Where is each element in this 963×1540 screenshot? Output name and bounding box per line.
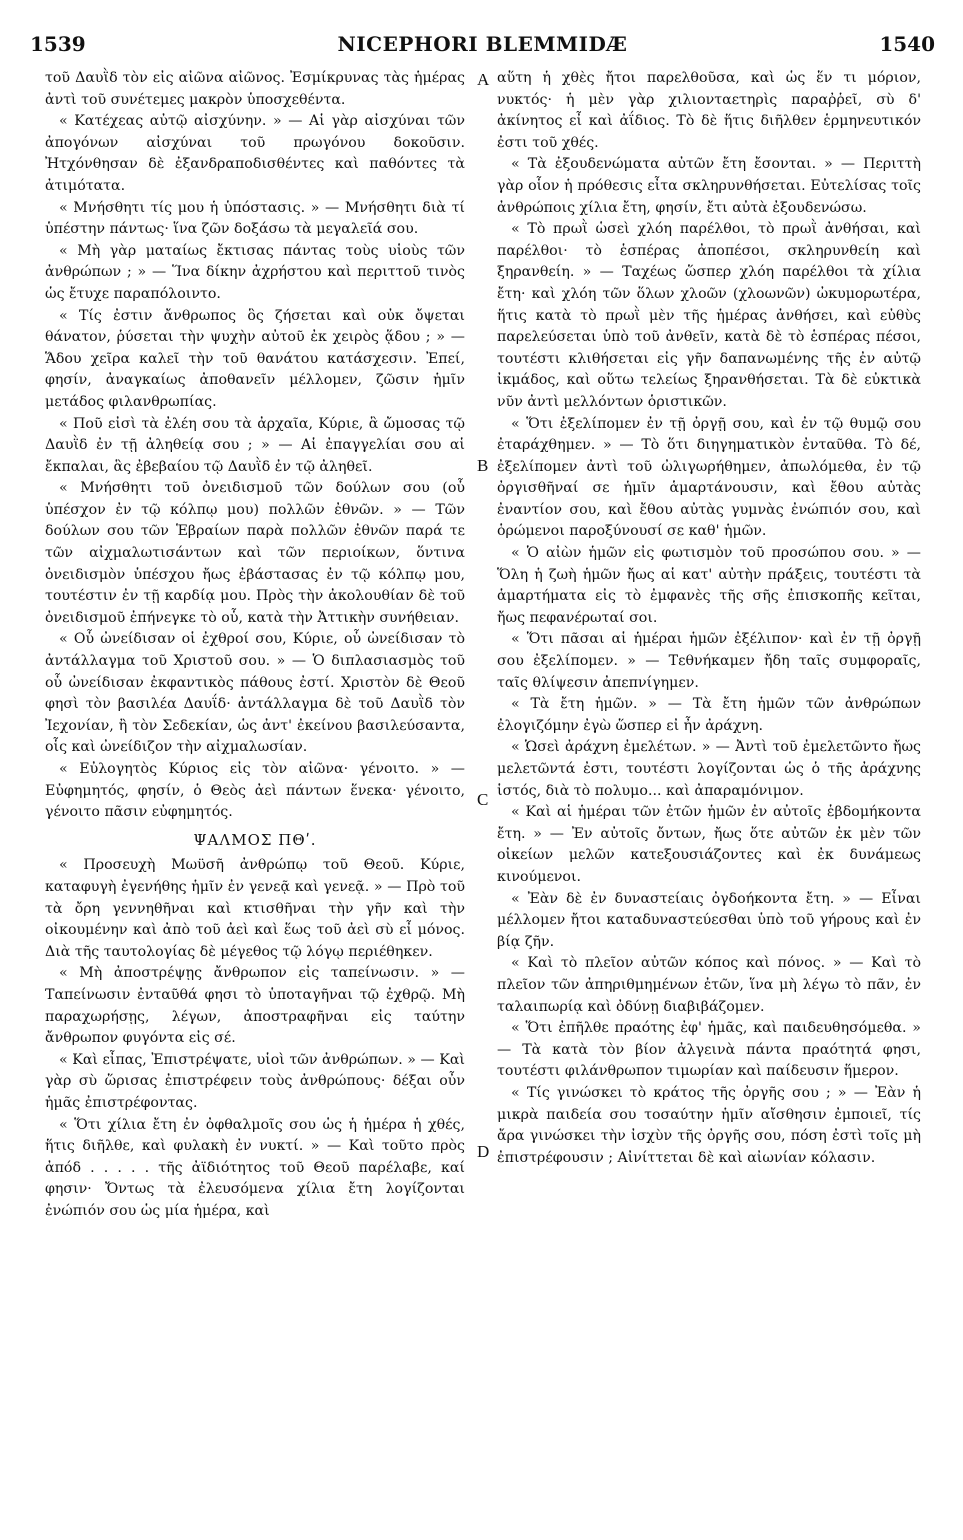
paragraph: « Εὐλογητὸς Κύριος εἰς τὸν αἰῶνα· γένοιτο. » — Εὐφημητός, φησίν, ὁ Θεὸς ἀεὶ πάντων ἕνεκα· γένοιτο, γένοιτο πᾶσιν εὐφημητός.	[45, 761, 465, 821]
paragraph: « Ὅτι πᾶσαι αἱ ἡμέραι ἡμῶν ἐξέλιπον· καὶ ἐν τῇ ὀργῇ σου ἐξελίπομεν. » — Τεθνήκαμεν ἤδη ταῖς συμφοραῖς, ταῖς θλίψεσιν ἀπεπνίγημεν.	[497, 631, 921, 691]
paragraph: αὕτη ἡ χθὲς ἤτοι παρελθοῦσα, καὶ ὡς ἕν τι μόριον, νυκτός· ἡ μὲν γὰρ χιλιονταετηρὶς παραῤῥεῖ, σὺ δ' ἀκίνητος εἶ καὶ ἀΐδιος. Τὸ δὲ ἥτις διῆλθεν ἑρμηνευτικόν ἐστι τοῦ χθές.	[497, 70, 921, 151]
paragraph: « Ὡσεὶ ἀράχνη ἐμελέτων. » — Ἀντὶ τοῦ ἐμελετῶντο ἤως μελετῶντά ἐστι, τουτέστι λογίζονται ὡς ὁ τῆς ἀράχνης ἱστός, διὰ τὸ πολυμο... καὶ ἀπαραμόνιμον.	[497, 739, 921, 799]
left-column	[45, 68, 465, 1222]
paragraph: « Τὸ πρωῒ ὡσεὶ χλόη παρέλθοι, τὸ πρωῒ ἀνθήσαι, καὶ παρέλθοι· τὸ ἑσπέρας ἀποπέσοι, σκληρυνθείη καὶ ξηρανθείη. » — Ταχέως ὥσπερ χλόη παρέλθοι τὰ χίλια ἔτη· καὶ χλόη τῶν ὅλων χλοῶν (χλοωνῶν) ὠκυμορωτέρα, ἥτις κατὰ τὸ πρωῒ μὲν τῆς ἡμέρας ἀνθήσει, καὶ εὐθὺς παρελεύσεται ὑπὸ τοῦ ἀνθεῖν, κατὰ δὲ τὸ ἑσπέρας πέσοι, τουτέστι κλιθήσεται εἰς γῆν δαπανωμένης τῆς ἐν αὐτῷ ἰκμάδος, καὶ οὕτω τελείως ξηρανθήσεται. Τὰ δὲ εὐκτικὰ νῦν ἀντὶ μελλόντων ὁριστικῶν.	[497, 221, 921, 410]
psalm-heading: ΨΑΛΜΟΣ ΠΘʹ.	[193, 830, 317, 849]
paragraph: « Τίς ἐστιν ἄνθρωπος ὃς ζήσεται καὶ οὐκ ὄψεται θάνατον, ῥύσεται τὴν ψυχὴν αὐτοῦ ἐκ χειρὸς ᾅδου ; » — Ἅδου χεῖρα καλεῖ τὴν τοῦ θανάτου κατάσχεσιν. Ἐπεί, φησίν, ἀναγκαίως ἀποθανεῖν μέλλομεν, ζῶσιν ἡμῖν μετάδος φιλανθρωπίας.	[45, 307, 465, 410]
paragraph: « Καὶ αἱ ἡμέραι τῶν ἐτῶν ἡμῶν ἐν αὐτοῖς ἑβδομήκοντα ἔτη. » — Ἐν αὐτοῖς ὄντων, ἤως ὅτε αὐτῶν ἐκ μὲν τῶν οἰκείων μελῶν κατεξουσιάζοντες καὶ ἐκ δυνάμεως κινούμενοι.	[497, 804, 921, 885]
paragraph: « Οὗ ὠνείδισαν οἱ ἐχθροί σου, Κύριε, οὗ ὠνείδισαν τὸ ἀντάλλαγμα τοῦ Χριστοῦ σου. » — Ὁ διπλασιασμὸς τοῦ οὗ ὠνείδισαν ἐκφαντικὸς πάθους ἐστί. Χριστὸν δὲ Θεοῦ φησὶ τὸν βασιλέα Δαυΐδ· ἀντάλλαγμα δὲ τοῦ Δαυῒδ τὸν Ἰεχονίαν, ἢ τὸν Σεδεκίαν, ὡς ἀντ' ἐκείνου βασιλεύσαντα, οἷς καὶ ὠνείδιζον τὴν αἰχμαλωσίαν.	[45, 631, 465, 756]
paragraph: τοῦ Δαυῒδ τὸν εἰς αἰῶνα αἰῶνος. Ἐσμίκρυνας τὰς ἡμέρας ἀντὶ τοῦ συνέτεμες μακρὸν ὑποσχεθέντα.	[45, 70, 465, 108]
paragraph: « Τὰ ἐξουδενώματα αὐτῶν ἔτη ἔσονται. » — Περιττὴ γὰρ οἷον ἡ πρόθεσις εἶτα σκληρυνθήσεται. Εὐτελίσας τοῖς ἀνθρώποις χίλια ἔτη, φησίν, ἔτι αὐτὰ ἐξουδενώσω.	[497, 156, 921, 216]
margin-marker-a: A	[477, 70, 490, 89]
paragraph: « Μὴ ἀποστρέψῃς ἄνθρωπον εἰς ταπείνωσιν. » — Ταπείνωσιν ἐνταῦθά φησι τὸ ὑποταγῆναι τῷ ἐχθρῷ. Μὴ παραχωρήσῃς, λέγων, ἀποστραφῆναι εἰς ταύτην ἄνθρωπον φυγόντα εἰς σέ.	[45, 965, 465, 1047]
paragraph: « Καὶ τὸ πλεῖον αὐτῶν κόπος καὶ πόνος. » — Καὶ τὸ πλεῖον τῶν ἀπηριθμημένων ἐτῶν, ἵνα μὴ λέγω τὸ πᾶν, ἐν ταλαιπωρίᾳ καὶ ὀδύνῃ διαβιβάζομεν.	[497, 955, 921, 1015]
paragraph: « Μνήσθητι τίς μου ἡ ὑπόστασις. » — Μνήσθητι διὰ τί ὑπέστην πάντως· ἵνα ζῶν δοξάσω τὰ μεγαλεῖά σου.	[45, 199, 465, 238]
paragraph: « Ἐὰν δὲ ἐν δυναστείαις ὀγδοήκοντα ἔτη. » — Εἶναι μέλλομεν ἤτοι καταδυναστεύεσθαι ὑπὸ τοῦ γήρους καὶ ἐν βίᾳ ζῆν.	[497, 890, 921, 950]
page-header	[30, 32, 935, 62]
paragraph: « Ποῦ εἰσὶ τὰ ἐλέη σου τὰ ἀρχαῖα, Κύριε, ἃ ὤμοσας τῷ Δαυῒδ ἐν τῇ ἀληθείᾳ σου ; » — Αἱ ἐπαγγελίαι σου αἱ ἔκπαλαι, ἃς ἐβεβαίου τῷ Δαυῒδ ἐν τῷ ἀληθεῖ.	[45, 415, 465, 475]
paragraph: « Ὅτι ἐπῆλθε πραότης ἐφ' ἡμᾶς, καὶ παιδευθησόμεθα. » — Τὰ κατὰ τὸν βίον ἀλγεινὰ πάντα πραότητά φησι, τουτέστι φιλάνθρωπον τιμωρίαν καὶ παίδευσιν ἥμερον.	[497, 1020, 921, 1080]
paragraph: « Ὅτι χίλια ἔτη ἐν ὀφθαλμοῖς σου ὡς ἡ ἡμέρα ἡ χθές, ἥτις διῆλθε, καὶ φυλακὴ ἐν νυκτί. » — Καὶ τοῦτο πρὸς ἀπόδ . . . . . τῆς ἀϊδιότητος τοῦ Θεοῦ παρέλαβε, καί φησιν· Ὄντως τὰ ἐλευσόμενα χίλια ἔτη λογίζονται ἐνώπιόν σου ὡς μία ἡμέρα, καὶ	[45, 1116, 465, 1219]
paragraph: « Ὁ αἰὼν ἡμῶν εἰς φωτισμὸν τοῦ προσώπου σου. » — Ὅλη ἡ ζωὴ ἡμῶν ἤως αἱ κατ' αὐτὴν πράξεις, τουτέστι τὰ ἁμαρτήματα εἰς τὸ ἐμφανὲς τῆς σῆς ἐπισκοπῆς κεῖται, ἤως πεφανέρωταί σοι.	[497, 545, 921, 626]
paragraph: « Τίς γινώσκει τὸ κράτος τῆς ὀργῆς σου ; » — Ἐὰν ἡ μικρὰ παιδεία σου τοσαύτην ἡμῖν αἴσθησιν ἐμποιεῖ, τίς ἄρα γινώσκει τὴν ἰσχὺν τῆς ὀργῆς σου, πόση ἐστὶ τοῖς μὴ ἐπιστρέφουσιν ; Αἰνίττεται δὲ καὶ αἰωνίαν κόλασιν.	[497, 1084, 921, 1166]
page-number-right: 1540	[879, 32, 935, 56]
paragraph: « Κατέχεας αὐτῷ αἰσχύνην. » — Αἱ γὰρ αἰσχύναι τῶν ἀπογόνων αἰσχύναι τοῦ πρωγόνου δοκοῦσιν. Ἠτχόνθησαν δὲ ἐξανδραποδισθέντες καὶ παθόντες τὰ ἀτιμότατα.	[45, 113, 465, 194]
margin-marker-b: B	[477, 456, 489, 475]
paragraph: « Προσευχὴ Μωϋσῆ ἀνθρώπῳ τοῦ Θεοῦ. Κύριε, καταφυγὴ ἐγενήθης ἡμῖν ἐν γενεᾷ καὶ γενεᾷ. » — Πρὸ τοῦ τὰ ὄρη γεννηθῆναι καὶ κτισθῆναι τὴν γῆν καὶ τὴν οἰκουμένην καὶ ἀπὸ τοῦ ἀεὶ καὶ ἕως τοῦ ἀεὶ σὺ εἶ μόνος. Διὰ τῆς ταυτολογίας δὲ μέγεθος τῷ λόγῳ περιέθηκεν.	[45, 857, 465, 960]
paragraph: « Καὶ εἶπας, Ἐπιστρέψατε, υἱοὶ τῶν ἀνθρώπων. » — Καὶ γὰρ σὺ ὥρισας ἐπιστρέφειν τοὺς ἀνθρώπους· δέξαι οὖν ἡμᾶς ἐπιστρέφοντας.	[45, 1051, 465, 1111]
running-title: NICEPHORI BLEMMIDÆ	[337, 32, 628, 56]
right-column	[497, 68, 921, 1169]
margin-marker-c: C	[477, 790, 489, 809]
paragraph: « Τὰ ἔτη ἡμῶν. » — Τὰ ἔτη ἡμῶν τῶν ἀνθρώπων ἐλογιζόμην ἐγὼ ὥσπερ εἰ ἦν ἀράχνη.	[497, 696, 921, 734]
paragraph: « Ὅτι ἐξελίπομεν ἐν τῇ ὀργῇ σου, καὶ ἐν τῷ θυμῷ σου ἐταράχθημεν. » — Τὸ ὅτι διηγηματικὸν ἐνταῦθα. Τὸ δέ, ἐξελίπομεν ἀντὶ τοῦ ὠλιγωρήθημεν, ἀπωλόμεθα, ἐν τῷ ὀργισθῆναί σε ἡμῖν ἁμαρτάνουσιν, καὶ ἔθου αὐτὰς ἐναντίον σου, καὶ ἔθου αὐτὰς γυμνὰς ἐνώπιόν σου, καὶ ὁρώμενοι παροξύνουσί σε καθ' ἡμῶν.	[497, 415, 921, 540]
paragraph: « Μὴ γὰρ ματαίως ἔκτισας πάντας τοὺς υἱοὺς τῶν ἀνθρώπων ; » — Ἵνα δίκην ἀχρήστου καὶ περιττοῦ τινὸς ὡς ἔτυχε παραπόλοιντο.	[45, 242, 465, 302]
paragraph: « Μνήσθητι τοῦ ὀνειδισμοῦ τῶν δούλων σου (οὗ ὑπέσχον ἐν τῷ κόλπῳ μου) πολλῶν ἐθνῶν. » — Τῶν δούλων σου τῶν Ἑβραίων παρὰ πολλῶν ἐθνῶν παρά τε τῶν αἰχμαλωτισάντων καὶ τῶν περιοίκων, ὅντινα ὀνειδισμὸν ὑπέσχου ἤως ἐβάστασας ἐν τῷ κόλπῳ μου, τουτέστιν ἐν τῇ καρδίᾳ μου. Πρὸς τὴν ἀκολουθίαν δὲ τοῦ ὀνειδισμοῦ ἐπήνεγκε τὸ οὗ, κατὰ τὴν Ἀττικὴν συνήθειαν.	[45, 480, 465, 626]
page-number-left: 1539	[30, 32, 86, 56]
margin-marker-d: D	[477, 1142, 490, 1161]
